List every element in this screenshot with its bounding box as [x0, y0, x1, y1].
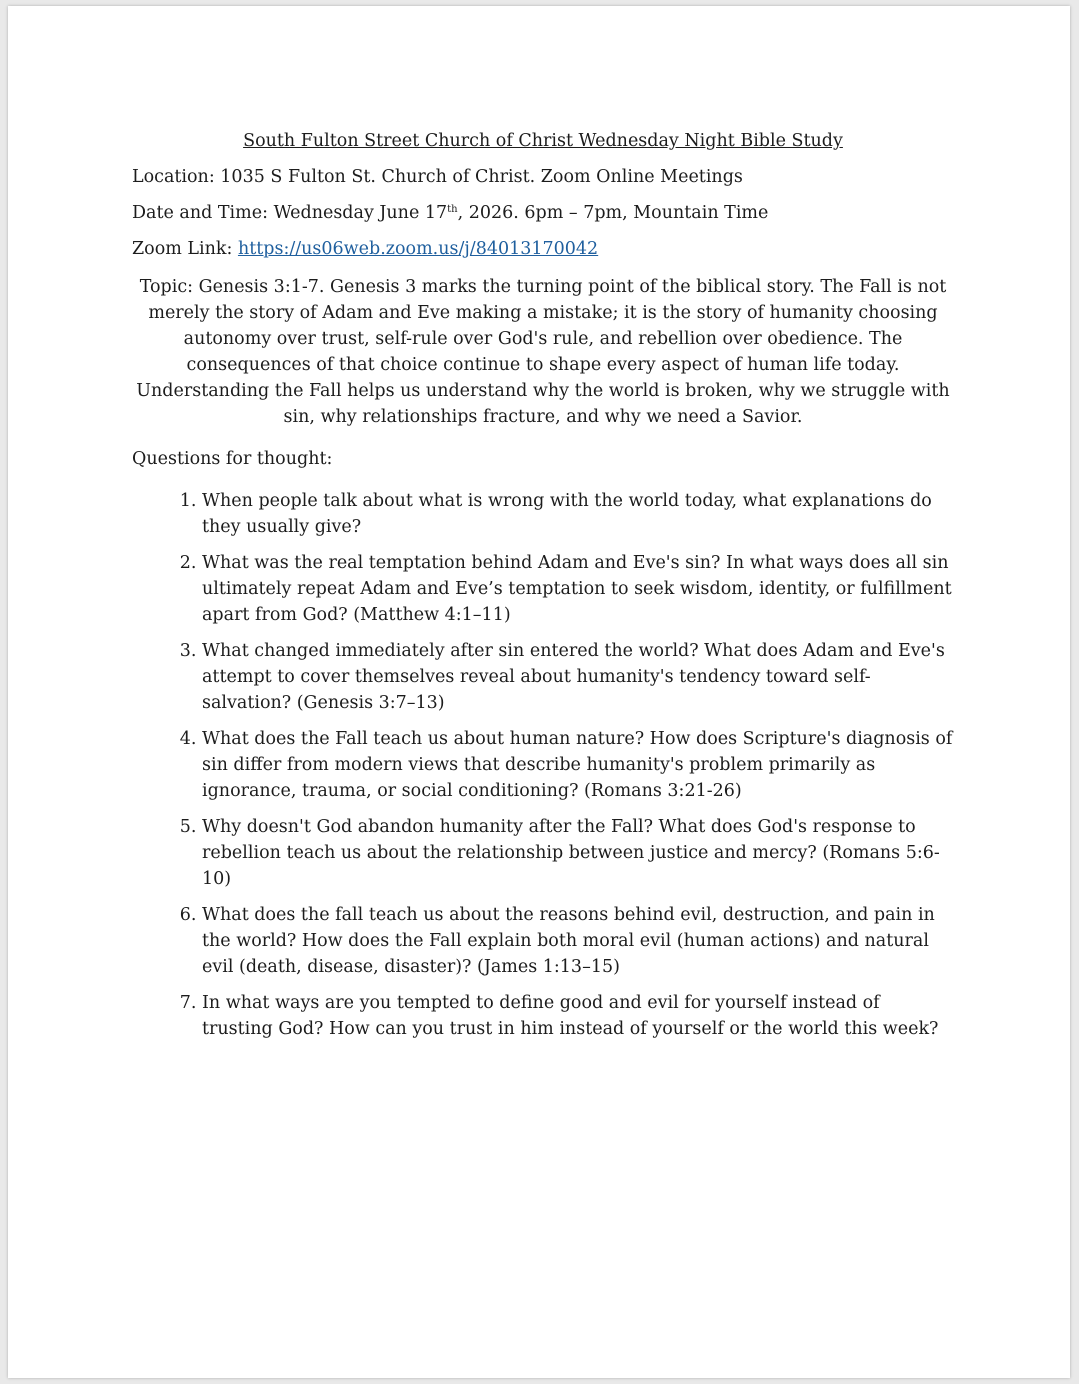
question-item: 1. When people talk about what is wrong with the world today, what explanations do they usually give?	[202, 488, 954, 540]
location-line	[132, 164, 954, 190]
date-rest: , 2026. 6pm – 7pm, Mountain Time	[457, 203, 769, 223]
question-item: 4. What does the Fall teach us about human nature? How does Scripture's diagnosis of sin differ from modern views that describe humanity's problem primarily as ignorance, trauma, or social conditioning? (Romans 3:21-26)	[202, 726, 954, 804]
topic-paragraph: Topic: Genesis 3:1-7. Genesis 3 marks the turning point of the biblical story. The Fall is not merely the story of Adam and Eve making a mistake; it is the story of humanity choosing autonomy over trust, self-rule over God's rule, and rebellion over obedience. The consequences of that choice continue to shape every aspect of human life today. Understanding the Fall helps us understand why the world is broken, why we struggle with sin, why relationships fracture, and why we need a Savior.	[136, 277, 950, 427]
date-time-line	[132, 200, 954, 226]
questions-heading: Questions for thought:	[132, 449, 333, 469]
document-content	[132, 128, 954, 1052]
question-item: 5. Why doesn't God abandon humanity after the Fall? What does God's response to rebellion teach us about the relationship between justice and mercy? (Romans 5:6-10)	[202, 814, 954, 892]
question-item: 7. In what ways are you tempted to define good and evil for yourself instead of trusting God? How can you trust in him instead of yourself or the world this week?	[202, 990, 954, 1042]
zoom-label: Zoom Link:	[132, 239, 238, 259]
date-prefix: Wednesday June 17	[273, 203, 448, 223]
location-value: 1035 S Fulton St. Church of Christ. Zoom Online Meetings	[220, 167, 743, 187]
question-item: 3. What changed immediately after sin entered the world? What does Adam and Eve's attempt to cover themselves reveal about humanity's tendency toward self-salvation? (Genesis 3:7–13)	[202, 638, 954, 716]
date-label: Date and Time:	[132, 203, 274, 223]
questions-list	[132, 488, 954, 1042]
question-item: 6. What does the fall teach us about the reasons behind evil, destruction, and pain in the world? How does the Fall explain both moral evil (human actions) and natural evil (death, disease, disaster)? (James 1:13–15)	[202, 902, 954, 980]
location-label: Location:	[132, 167, 221, 187]
zoom-link-line	[132, 236, 954, 262]
zoom-link[interactable]: https://us06web.zoom.us/j/84013170042	[237, 239, 599, 259]
date-ordinal-suffix: th	[447, 204, 458, 215]
document-page	[8, 6, 1070, 1378]
question-item: 2. What was the real temptation behind Adam and Eve's sin? In what ways does all sin ultimately repeat Adam and Eve’s temptation to seek wisdom, identity, or fulfillment apart from God? (Matthew 4:1–11)	[202, 550, 954, 628]
document-title: South Fulton Street Church of Christ Wednesday Night Bible Study	[243, 131, 843, 151]
